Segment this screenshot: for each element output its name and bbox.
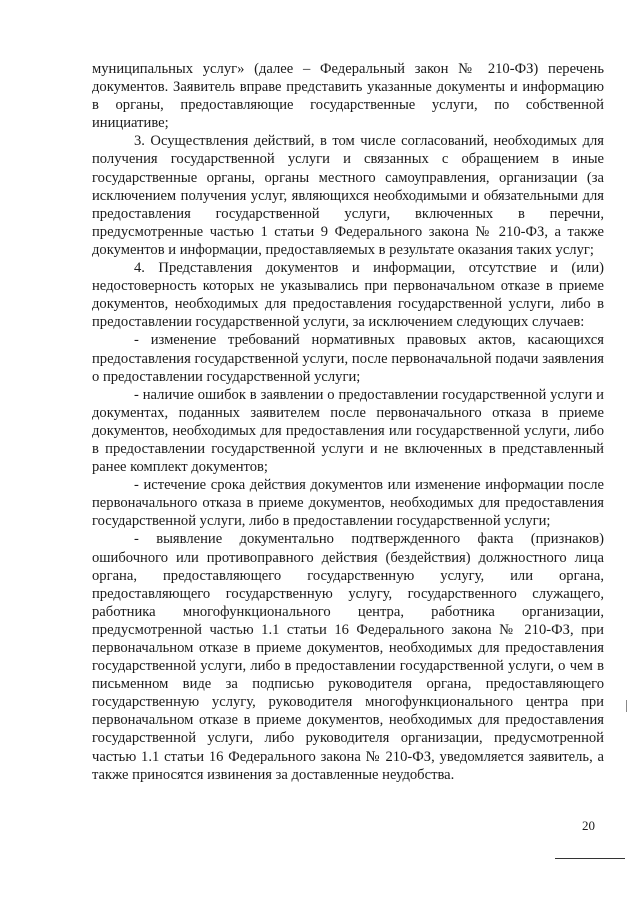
paragraph-1: муниципальных услуг» (далее – Федеральный закон № 210-ФЗ) перечень документов. Заявитель вправе представить указанные документы и информацию в органы, предоставляющие государственные услуги, по собственной инициативе; — [92, 61, 604, 132]
bullet-erroneous-action: - выявление документально подтвержденного факта (признаков) ошибочного или противоправного действия (бездействия) должностного лица органа, предоставляющего государственную услугу, или органа, предоставляющего государственную услугу, государственного служащего, работника многофункционального центра, работника организации, предусмотренной частью 1.1 статьи 16 Федерального закона № 210-ФЗ, при первоначальном отказе в приеме документов, необходимых для предоставления государственной услуги, либо в предоставлении государственной услуги, о чем в письменном виде за подписью руководителя органа, предоставляющего государственную услугу, руководителя многофункционального центра при первоначальном отказе в приеме документов, необходимых для предоставления государственной услуги, либо руководителя организации, предусмотренной частью 1.1 статьи 16 Федерального закона № 210-ФЗ, уведомляется заявитель, а также приносятся извинения за доставленные неудобства. — [92, 531, 604, 783]
bullet-requirements-change: - изменение требований нормативных правовых актов, касающихся предоставления государственной услуги, после первоначальной подачи заявления о предоставлении государственной услуги; — [92, 332, 604, 385]
document-body — [92, 60, 604, 784]
margin-mark — [626, 700, 627, 712]
bullet-errors-in-application: - наличие ошибок в заявлении о предоставлении государственной услуги и документах, поданных заявителем после первоначального отказа в приеме документов, необходимых для предоставления или государственной услуги, либо в предоставлении государственной услуги и не включенных в представленный ранее комплект документов; — [92, 386, 604, 476]
footer-rule — [555, 858, 625, 859]
bullet-document-expiry: - истечение срока действия документов или изменение информации после первоначального отказа в приеме документов, необходимых для предоставления государственной услуги, либо в предоставлении государственной услуги; — [92, 477, 604, 530]
page-number: 20 — [582, 818, 595, 833]
paragraph-item-3: 3. Осуществления действий, в том числе согласований, необходимых для получения государственной услуги и связанных с обращением в иные государственные органы, органы местного самоуправления, организации (за исключением получения услуг, являющихся необходимыми и обязательными для предоставления государственной услуги, включенных в перечни, предусмотренные частью 1 статьи 9 Федерального закона № 210-ФЗ, а также документов и информации, предоставляемых в результате оказания таких услуг; — [92, 133, 604, 258]
paragraph-item-4: 4. Представления документов и информации, отсутствие и (или) недостоверность которых не указывались при первоначальном отказе в приеме документов, необходимых для предоставления государственной услуги, либо в предоставлении государственной услуги, за исключением следующих случаев: — [92, 260, 604, 331]
